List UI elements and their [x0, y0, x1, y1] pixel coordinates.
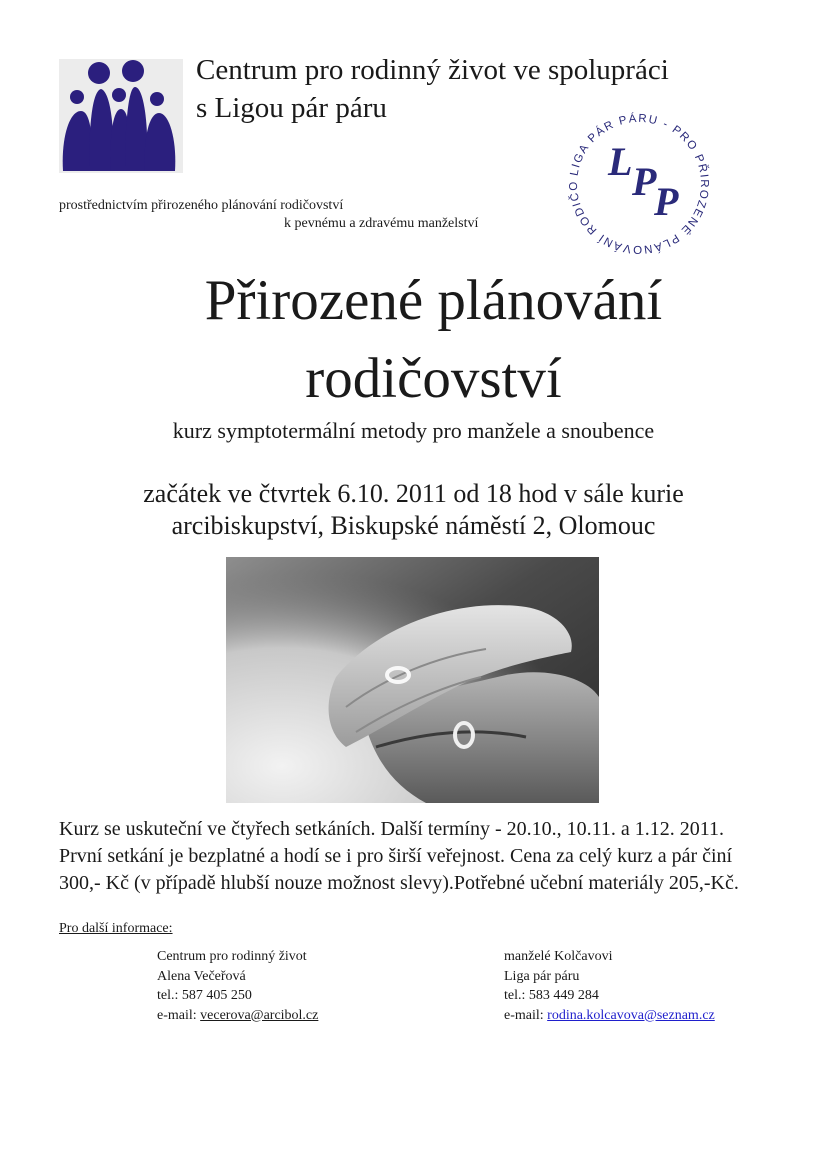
- event-line2: arcibiskupství, Biskupské náměstí 2, Olomouc: [171, 511, 656, 540]
- org-title-line2: s Ligou pár páru: [196, 92, 387, 124]
- contact-right-org: Liga pár páru: [504, 968, 580, 984]
- body-text-line1: Kurz se uskuteční ve čtyřech setkáních. Další termíny - 20.10., 10.11. a 1.12. 2011.: [59, 818, 725, 840]
- subtitle: kurz symptotermální metody pro manžele a snoubence: [172, 418, 655, 443]
- org-title-line1: Centrum pro rodinný život ve spolupráci: [196, 54, 669, 86]
- contact-right-email-link[interactable]: rodina.kolcavova@seznam.cz: [547, 1007, 715, 1023]
- contact-block-right: [504, 947, 715, 1025]
- wedding-hands-photo-icon: [226, 557, 599, 803]
- more-info-heading: Pro další informace:: [59, 921, 173, 936]
- body-text-line2: První setkání je bezplatné a hodí se i pro širší veřejnost. Cena za celý kurz a pár činí: [59, 845, 733, 867]
- main-title-line1: Přirozené plánování: [204, 269, 663, 332]
- seal-letter-p2: P: [654, 179, 679, 224]
- lpp-seal-logo-icon: [560, 105, 718, 263]
- contact-left-email-link[interactable]: vecerova@arcibol.cz: [200, 1007, 319, 1023]
- contact-right-name: manželé Kolčavovi: [504, 949, 613, 964]
- main-title-line2: rodičovství: [305, 347, 562, 410]
- contact-left-org: Centrum pro rodinný život: [157, 949, 307, 964]
- event-line1: začátek ve čtvrtek 6.10. 2011 od 18 hod v sále kurie: [143, 479, 684, 508]
- contact-left-tel: tel.: 587 405 250: [157, 988, 252, 1003]
- contact-block-left: [157, 947, 318, 1025]
- contact-left-email-row: [157, 1006, 318, 1026]
- tagline-line2: k pevnému a zdravému manželství: [284, 216, 479, 231]
- seal-ring-text: LIGA PÁR PÁRU - PRO PŘIROZENÉ PLÁNOVÁNÍ RODIČO: [567, 112, 711, 256]
- contact-right-email-label: e-mail:: [504, 1007, 548, 1023]
- family-figures-logo-icon: [59, 59, 183, 173]
- tagline-line1: prostřednictvím přirozeného plánování rodičovství: [59, 198, 344, 213]
- seal-letter-p1: P: [632, 159, 657, 204]
- body-text-line3: 300,- Kč (v případě hlubší nouze možnost slevy).Potřebné učební materiály 205,-Kč.: [59, 872, 739, 894]
- contact-left-name: Alena Večeřová: [157, 968, 246, 984]
- contact-right-tel: tel.: 583 449 284: [504, 988, 599, 1003]
- contact-right-email-row: [504, 1006, 715, 1026]
- contact-left-email-label: e-mail:: [157, 1007, 201, 1023]
- seal-letter-l: L: [608, 139, 633, 184]
